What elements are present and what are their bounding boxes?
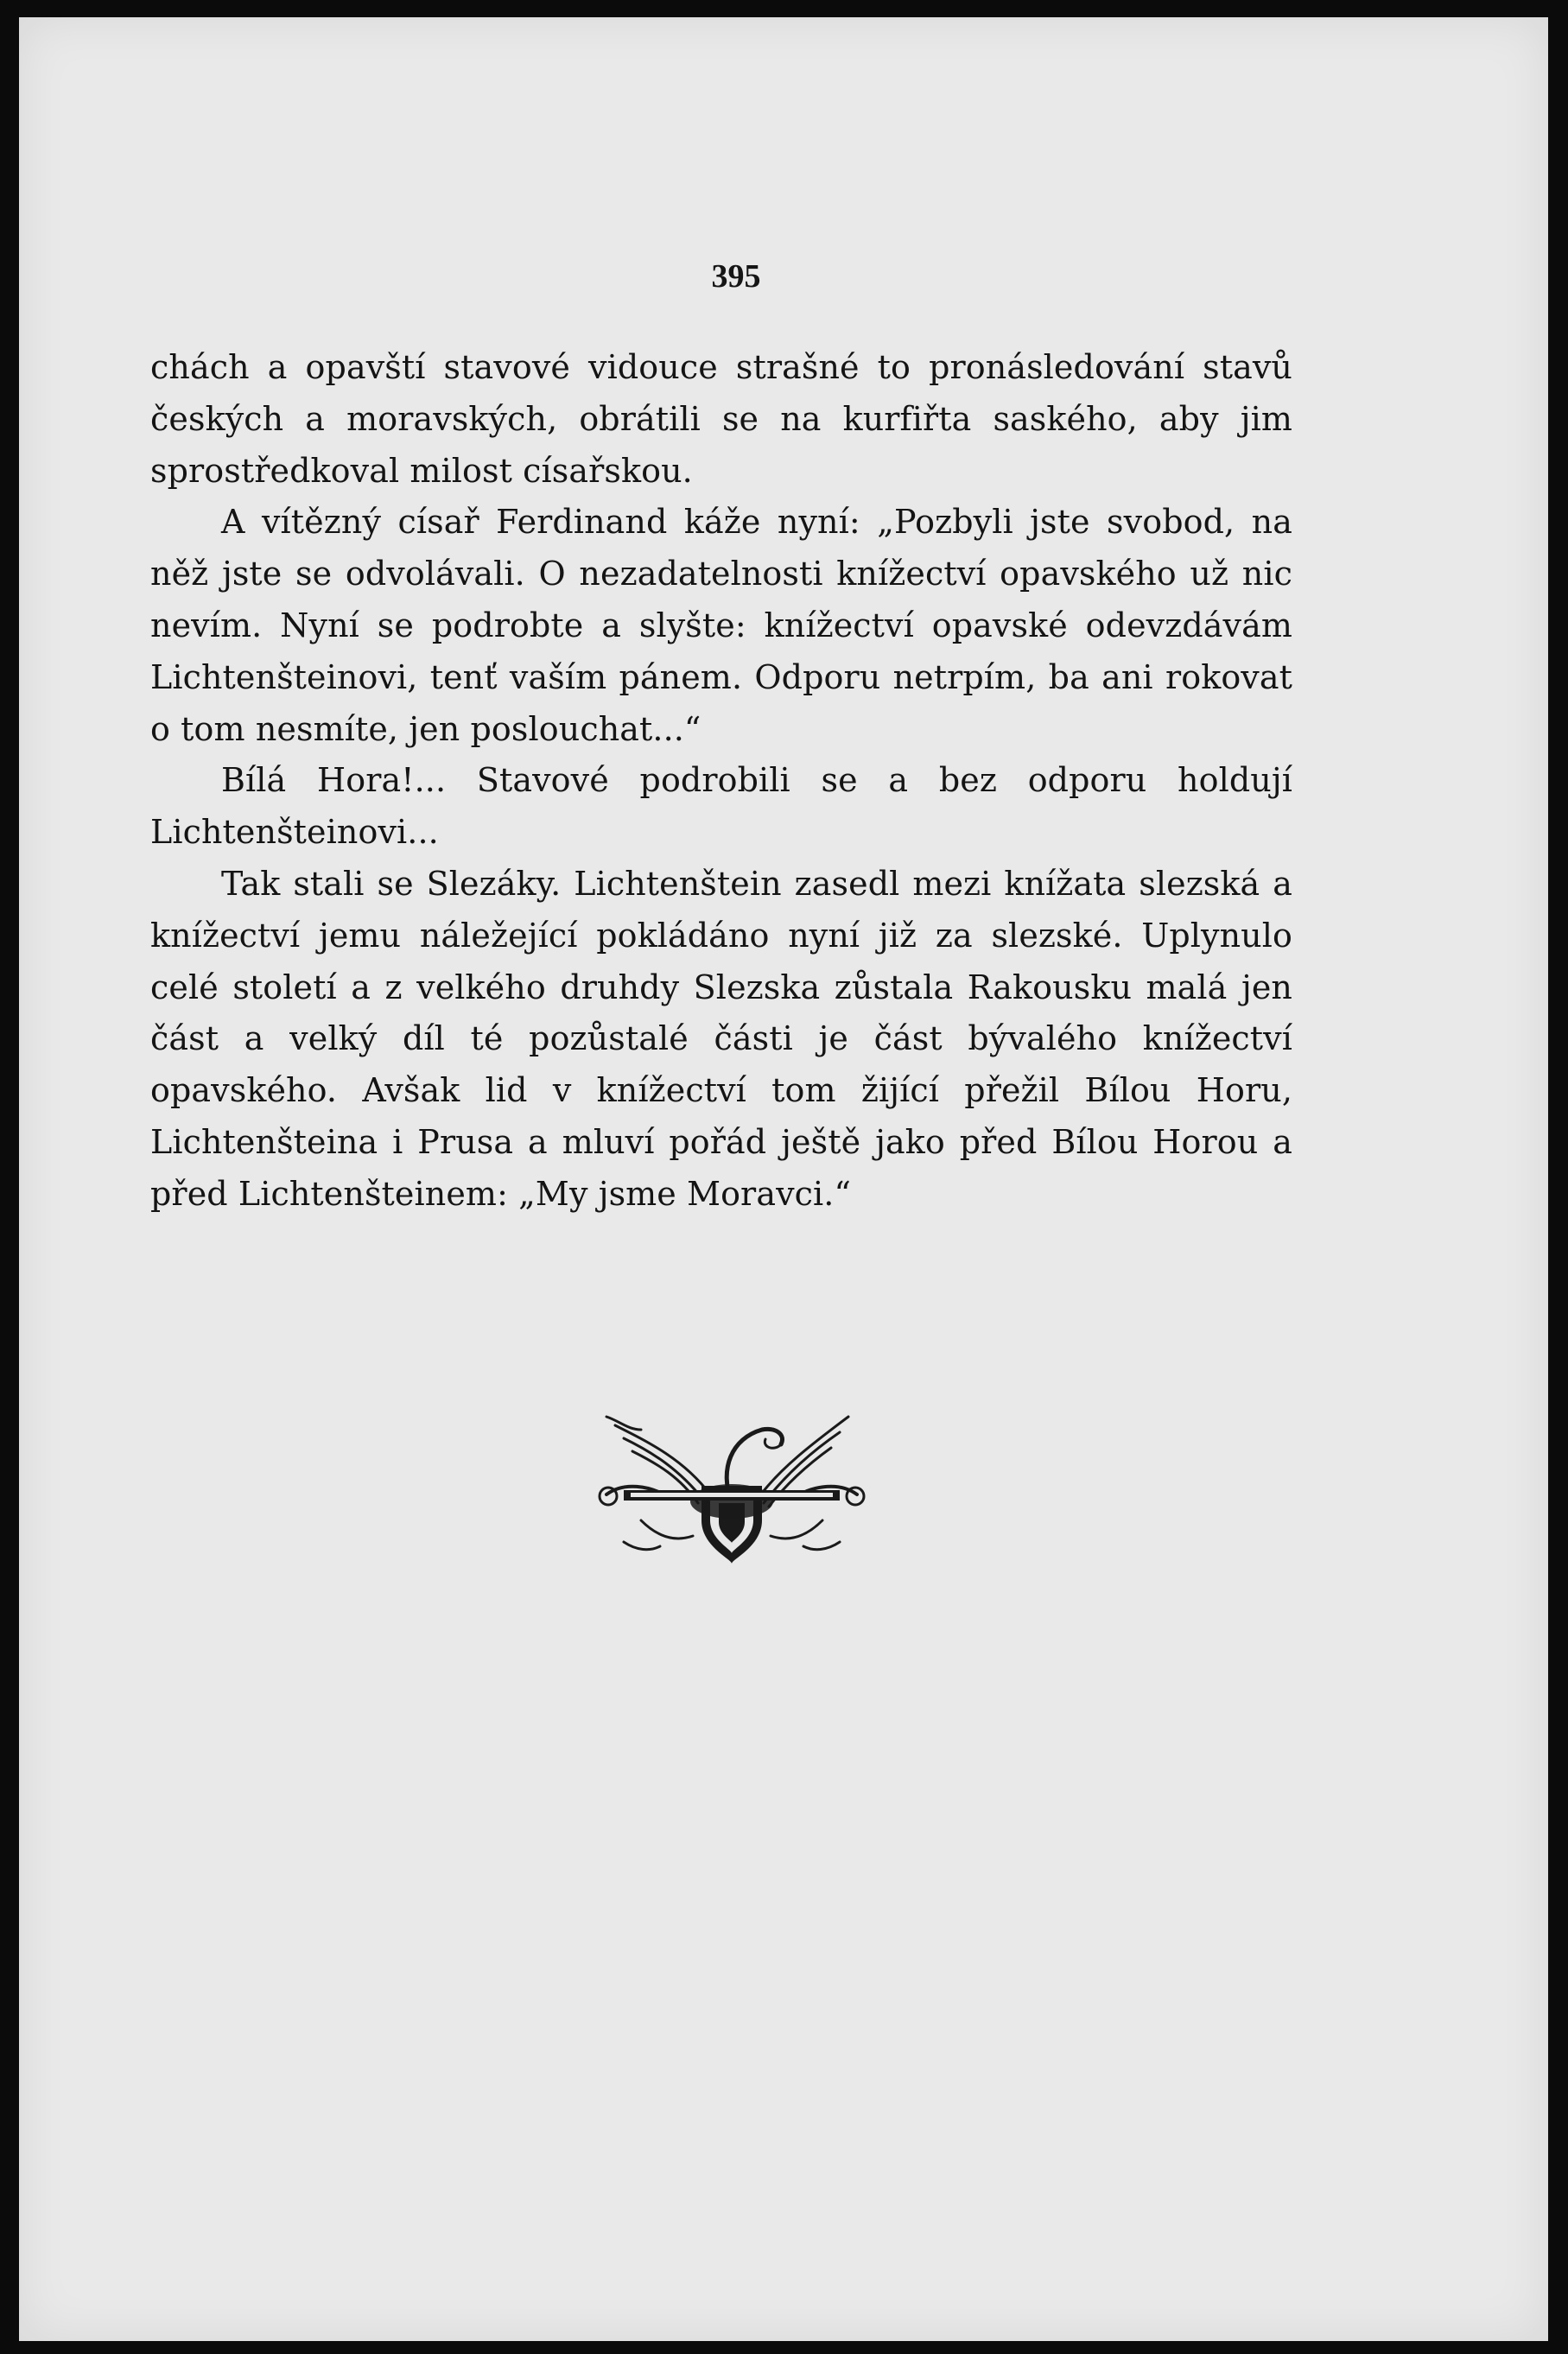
paragraph-bila-hora: Bílá Hora!... Stavové podrobili se a bez odporu holdují Lichtenšteinovi... [150, 761, 1292, 852]
book-page [19, 17, 1548, 2341]
page-number: 395 [711, 258, 761, 295]
body-text [150, 342, 1292, 1221]
paragraph-continuation: chách a opavští stavové vidouce strašné to pronásledování stavů českých a moravských, obrátili se na kurfiřta saského, aby jim sprostředkoval milost císařskou. [150, 348, 1292, 490]
heraldic-vignette-icon [589, 1391, 874, 1572]
paragraph-ferdinand: A vítězný císař Ferdinand káže nyní: „Pozbyli jste svobod, na něž jste se odvolávali. O nezadatelnosti knížectví opavského už nic nevím. Nyní se podrobte a slyšte: knížectví opavské odevzdávám Lichtenšteinovi, tenť vaším pánem. Odporu netrpím, ba ani rokovat o tom nesmíte, jen poslouchat...“ [150, 503, 1292, 748]
paragraph-slezaky: Tak stali se Slezáky. Lichtenštein zasedl mezi knížata slezská a knížectví jemu náležející pokládáno nyní již za slezské. Uplynulo celé století a z velkého druhdy Slezska zůstala Rakousku malá jen část a velký díl té pozůstalé části je část bývalého knížectví opavského. Avšak lid v knížectví tom žijící přežil Bílou Horu, Lichtenšteina i Prusa a mluví pořád ještě jako před Bílou Horou a před Lichtenšteinem: „My jsme Moravci.“ [150, 864, 1292, 1213]
